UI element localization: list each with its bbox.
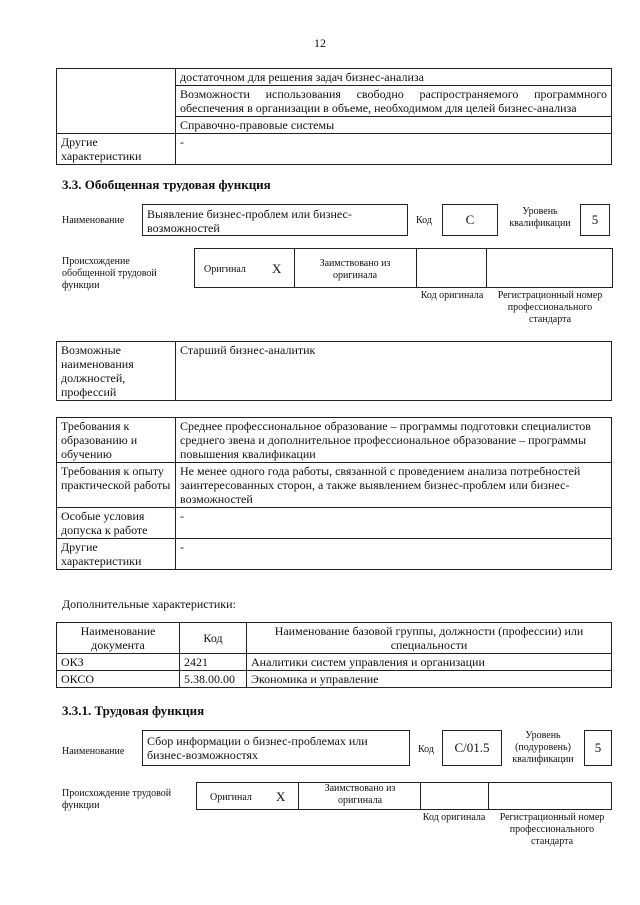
original-label: Оригинал bbox=[210, 792, 252, 803]
table-cell: Другие характеристики bbox=[57, 134, 176, 165]
level-value: 5 bbox=[580, 204, 610, 236]
original-label: Оригинал bbox=[204, 264, 246, 275]
table-cell: Требования к опыту практической работы bbox=[57, 463, 176, 508]
borrowed-label: Заимствовано из оригинала bbox=[324, 783, 396, 806]
table-row bbox=[57, 671, 612, 688]
table-row bbox=[57, 623, 612, 654]
code-label: Код bbox=[416, 215, 432, 226]
borrowed-label: Заимствовано из оригинала bbox=[319, 258, 391, 281]
code-value: C/01.5 bbox=[442, 730, 502, 766]
code-label: Код bbox=[418, 744, 434, 755]
table-cell: Справочно-правовые системы bbox=[176, 117, 612, 134]
requirements-table bbox=[56, 417, 612, 570]
extra-heading: Дополнительные характеристики: bbox=[62, 597, 236, 611]
table-row bbox=[57, 539, 612, 570]
divider bbox=[420, 782, 421, 810]
table-cell: Возможные наименования должностей, профессий bbox=[57, 342, 176, 401]
table-row bbox=[57, 134, 612, 165]
top-table bbox=[56, 68, 612, 165]
table-cell: Особые условия допуска к работе bbox=[57, 508, 176, 539]
table-row bbox=[57, 69, 612, 86]
code-original-label: Код оригинала bbox=[420, 290, 484, 301]
reg-number-label: Регистрационный номер профессионального стандарта bbox=[497, 290, 603, 325]
table-cell: - bbox=[176, 539, 612, 570]
table-cell: Среднее профессиональное образование – программы подготовки специалистов среднего звена и дополнительное профессиональное образование – программы повышения квалификации bbox=[176, 418, 612, 463]
original-mark: X bbox=[276, 789, 286, 804]
table-row bbox=[57, 342, 612, 401]
divider bbox=[416, 248, 417, 288]
origin-label: Происхождение обобщенной трудовой функции bbox=[62, 256, 157, 291]
table-header: Наименование документа bbox=[57, 623, 180, 654]
origin-label: Происхождение трудовой функции bbox=[62, 788, 172, 811]
table-row bbox=[57, 508, 612, 539]
table-cell: достаточном для решения задач бизнес-анализа bbox=[176, 69, 612, 86]
table-row bbox=[57, 418, 612, 463]
table-cell: Требования к образованию и обучению bbox=[57, 418, 176, 463]
table-header: Наименование базовой группы, должности (профессии) или специальности bbox=[247, 623, 612, 654]
name-label: Наименование bbox=[62, 215, 125, 226]
table-cell: - bbox=[176, 508, 612, 539]
divider bbox=[298, 782, 299, 810]
table-cell: Старший бизнес-аналитик bbox=[176, 342, 612, 401]
table-cell: - bbox=[176, 134, 612, 165]
level-value: 5 bbox=[584, 730, 612, 766]
page-number: 12 bbox=[314, 36, 326, 50]
original-mark: X bbox=[272, 261, 282, 276]
table-cell bbox=[57, 69, 176, 134]
section-heading: 3.3. Обобщенная трудовая функция bbox=[62, 177, 271, 192]
table-cell: 2421 bbox=[180, 654, 247, 671]
level-label: Уровень квалификации bbox=[509, 206, 571, 229]
table-cell: Аналитики систем управления и организации bbox=[247, 654, 612, 671]
divider bbox=[486, 248, 487, 288]
name-value: Выявление бизнес-проблем или бизнес-возможностей bbox=[142, 204, 408, 236]
section-heading: 3.3.1. Трудовая функция bbox=[62, 703, 205, 718]
table-header: Код bbox=[180, 623, 247, 654]
table-cell: ОКСО bbox=[57, 671, 180, 688]
divider bbox=[294, 248, 295, 288]
table-cell: Возможности использования свободно распространяемого программного обеспечения в организации в объеме, необходимом для целей бизнес-анализа bbox=[176, 86, 612, 117]
table-row bbox=[57, 654, 612, 671]
positions-table bbox=[56, 341, 612, 401]
table-row bbox=[57, 463, 612, 508]
code-original-label: Код оригинала bbox=[422, 812, 486, 823]
name-label: Наименование bbox=[62, 746, 125, 757]
name-value: Сбор информации о бизнес-проблемах или бизнес-возможностях bbox=[142, 730, 410, 766]
table-cell: Другие характеристики bbox=[57, 539, 176, 570]
table-cell: ОКЗ bbox=[57, 654, 180, 671]
reg-number-label: Регистрационный номер профессионального стандарта bbox=[499, 812, 605, 847]
table-cell: 5.38.00.00 bbox=[180, 671, 247, 688]
table-cell: Не менее одного года работы, связанной с проведением анализа потребностей заинтересованных сторон, а также выявлением бизнес-проблем или бизнес-возможностей bbox=[176, 463, 612, 508]
code-value: C bbox=[442, 204, 498, 236]
table-cell: Экономика и управление bbox=[247, 671, 612, 688]
divider bbox=[488, 782, 489, 810]
extra-table bbox=[56, 622, 612, 688]
level-label: Уровень (подуровень) квалификации bbox=[512, 730, 574, 765]
